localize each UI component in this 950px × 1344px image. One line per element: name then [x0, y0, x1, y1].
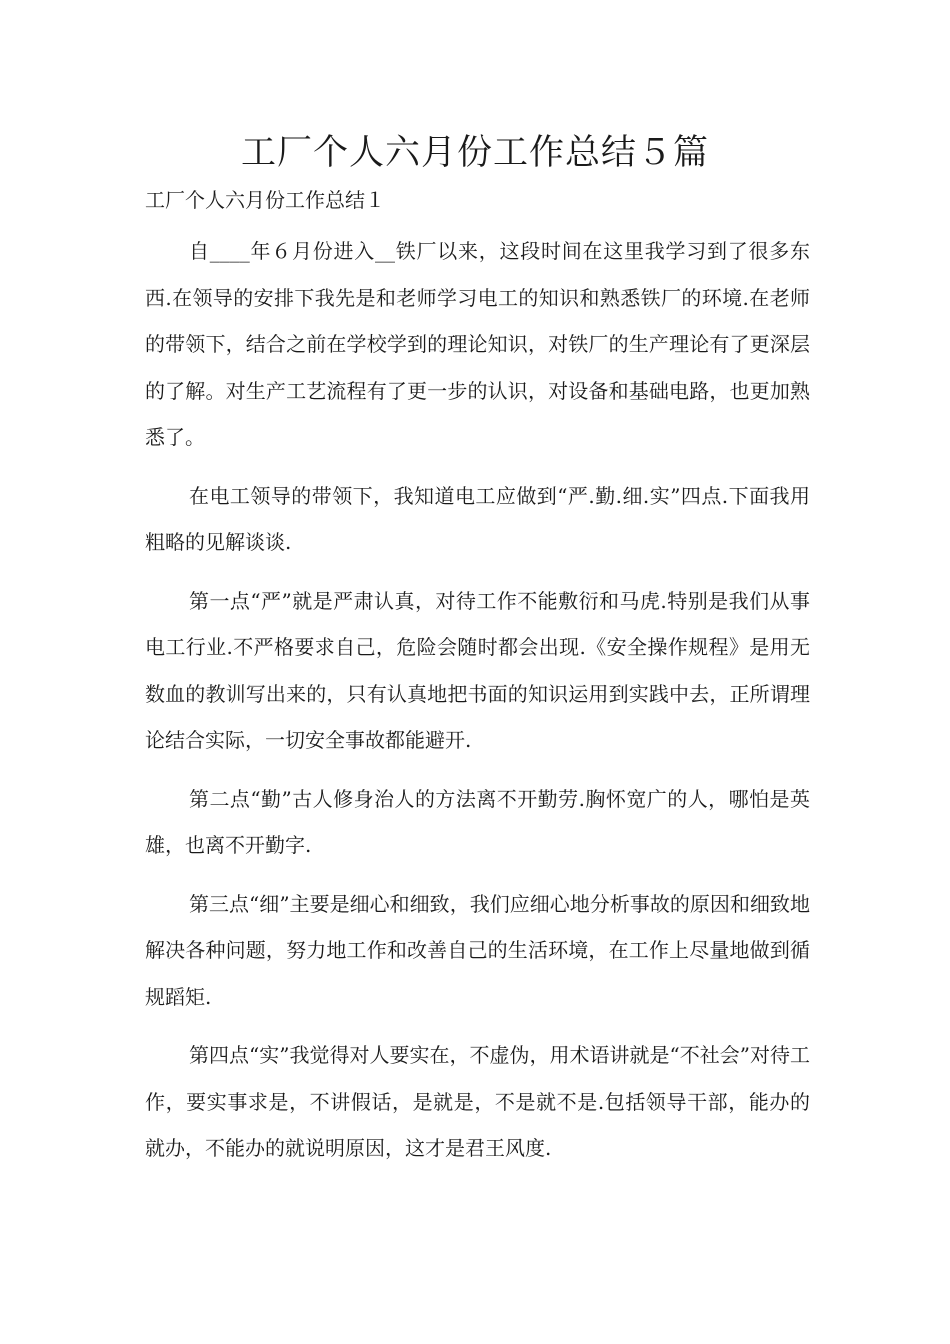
paragraph: 第三点“细”主要是细心和细致，我们应细心地分析事故的原因和细致地解决各种问题，努力地工作和改善自己的生活环境，在工作上尽量地做到循规蹈矩.: [145, 891, 810, 1009]
section-heading: 工厂个人六月份工作总结１: [145, 188, 385, 212]
paragraph: 第二点“勤”古人修身治人的方法离不开勤劳.胸怀宽广的人，哪怕是英雄，也离不开勤字.: [145, 786, 810, 857]
paragraph: 自____年６月份进入__铁厂以来，这段时间在这里我学习到了很多东西.在领导的安排下我先是和老师学习电工的知识和熟悉铁厂的环境.在老师的带领下，结合之前在学校学到的理论知识，对铁厂的生产理论有了更深层的了解。对生产工艺流程有了更一步的认识，对设备和基础电路，也更加熟悉了。: [145, 239, 810, 449]
document-title: 工厂个人六月份工作总结５篇: [240, 133, 709, 173]
paragraph: 第一点“严”就是严肃认真，对待工作不能敷衍和马虎.特别是我们从事电工行业.不严格要求自己，危险会随时都会出现.《安全操作规程》是用无数血的教训写出来的，只有认真地把书面的知识运用到实践中去，正所谓理论结合实际，一切安全事故都能避开.: [145, 588, 810, 752]
paragraph: 在电工领导的带领下，我知道电工应做到“严.勤.细.实”四点.下面我用粗略的见解谈谈.: [145, 483, 810, 554]
paragraph: 第四点“实”我觉得对人要实在，不虚伪，用术语讲就是“不社会”对待工作，要实事求是，不讲假话，是就是，不是就不是.包括领导干部，能办的就办，不能办的就说明原因，这才是君王风度.: [145, 1043, 810, 1160]
document-body: [145, 228, 810, 1184]
